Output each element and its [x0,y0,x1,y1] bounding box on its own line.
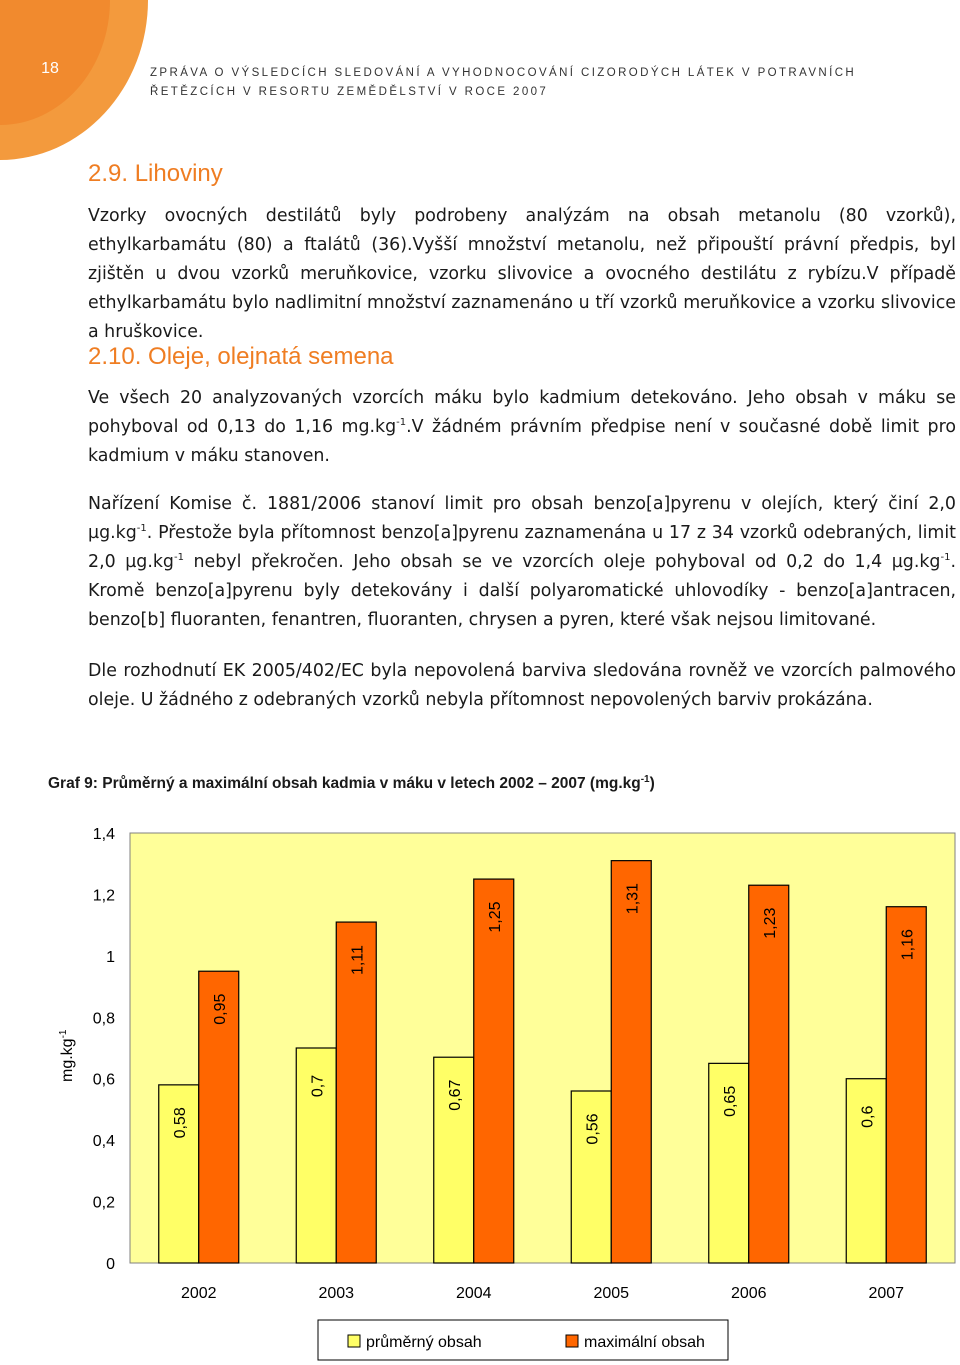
superscript: -1 [396,417,407,429]
legend-swatch [566,1335,578,1347]
y-tick-label: 0,4 [92,1133,115,1151]
paragraph-kadmium [48,384,956,471]
data-label: 0,67 [446,1079,464,1111]
caption-text: Graf 9: Průměrný a maximální obsah kadmia v máku v letech 2002 – 2007 (mg.kg [48,775,641,792]
running-title: ZPRÁVA O VÝSLEDCÍCH SLEDOVÁNÍ A VYHODNOCOVÁNÍ CIZORODÝCH LÁTEK V POTRAVNÍCH ŘETĚZCÍCH V RESORTU ZEMĚDĚLSTVÍ V ROCE 2007 [150,67,857,98]
paragraph-text: . Kromě benzo[a]pyrenu byly detekovány i další polyaromatické uhlovodíky - benzo[a]antracen, benzo[b] fluoranten, fenantren, fluoranten, chrysen a pyren, které však nejsou limitované. [88,552,956,630]
data-label: 1,31 [624,883,642,915]
section-heading-lihoviny: 2.9. Lihoviny [88,160,223,187]
x-tick-label: 2005 [593,1285,630,1302]
superscript: -1 [136,523,147,535]
data-label: 1,16 [899,929,917,961]
bar-maximum-2005 [611,861,651,1263]
paragraph-text: nebyl překročen. Jeho obsah se ve vzorcích oleje pohyboval od 0,2 do 1,4 µg.kg [183,552,941,572]
y-axis-label: $mg.kg^{-1}$ [58,1029,76,1082]
y-tick-label: 0 [106,1256,115,1273]
y-tick-label: 0,8 [92,1010,115,1028]
paragraph-barviva [48,657,956,715]
caption-text: ) [649,775,655,792]
data-label: 0,95 [211,993,229,1025]
corner-decoration [0,0,148,160]
data-label: 0,56 [584,1113,602,1145]
y-tick-label: 1,2 [92,887,115,905]
bar-maximum-2006 [749,885,789,1263]
superscript: -1 [640,773,650,785]
x-tick-label: 2007 [868,1285,905,1302]
plot-area [130,833,955,1263]
superscript: -1 [940,552,951,564]
data-label: 1,23 [761,907,779,939]
paragraph-benzopyren [48,490,956,635]
page-number: 18 [41,60,59,77]
paragraph-text: Dle rozhodnutí EK 2005/402/EC byla nepovolená barviva sledována rovněž ve vzorcích palmového oleje. U žádného z odebraných vzorků nebyla přítomnost nepovolených barviv prokázána. [88,661,956,710]
bar-chart [0,810,960,1365]
x-tick-label: 2003 [318,1285,355,1302]
data-label: 1,25 [486,901,504,933]
data-label: 0,7 [309,1074,327,1098]
paragraph-text: Nařízení Komise č. 1881/2006 stanoví limit pro obsah benzo[a]pyrenu v olejích, který činí 2,0 µg.kg [88,494,956,543]
data-label: 0,6 [859,1105,877,1128]
section-heading-oleje: 2.10. Oleje, olejnatá semena [88,343,394,370]
legend-swatch [348,1335,360,1347]
graph-caption [48,775,655,793]
data-label: 0,58 [171,1107,189,1139]
data-label: 0,65 [721,1085,739,1117]
y-tick-label: 1,4 [92,826,115,843]
y-tick-label: 1 [106,948,115,966]
paragraph-text: .V žádném právním předpise není v současné době limit pro kadmium v máku stanoven. [88,417,956,466]
x-tick-label: 2002 [180,1285,217,1302]
paragraph-text: . Přestože byla přítomnost benzo[a]pyrenu zaznamenána u 17 z 34 vzorků odebraných, limit 2,0 µg.kg [88,523,956,572]
y-tick-label: 0,6 [92,1071,115,1089]
legend-label: průměrný obsah [366,1334,482,1351]
data-label: 1,11 [349,945,367,976]
bar-maximum-2004 [474,879,514,1263]
x-tick-label: 2006 [730,1285,767,1302]
legend-label: maximální obsah [584,1334,705,1351]
paragraph-text: Ve všech 20 analyzovaných vzorcích máku bylo kadmium detekováno. Jeho obsah v máku se pohyboval od 0,13 do 1,16 mg.kg [88,388,956,437]
paragraph-text: Vzorky ovocných destilátů byly podrobeny analýzám na obsah metanolu (80 vzorků), ethylkarbamátu (80) a ftalátů (36).Vyšší množství metanolu, než připouští právní předpis, byl zjištěn u dvou vzorků meruňkovice, vzorku slivovice a ovocného destilátu z rybízu.V případě ethylkarbamátu bylo nadlimitní množství zaznamenáno u tří vzorků meruňkovice a vzorku slivovice a hruškovice. [88,206,956,342]
superscript: -1 [173,552,184,564]
paragraph-lihoviny [48,202,956,347]
y-tick-label: 0,2 [92,1194,115,1212]
x-tick-label: 2004 [455,1285,492,1302]
